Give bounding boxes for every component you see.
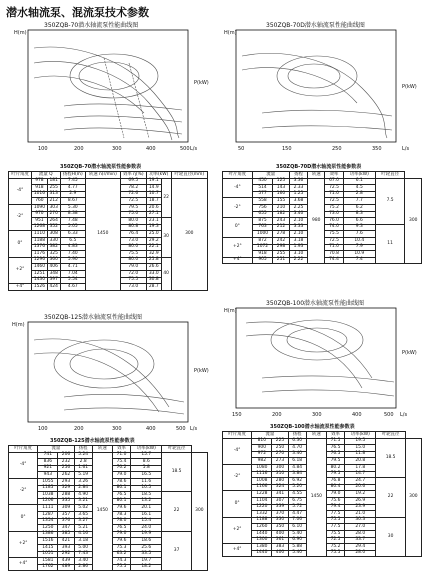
svg-text:400: 400 [352, 412, 362, 418]
svg-text:H(m): H(m) [224, 308, 237, 314]
svg-text:L/s: L/s [402, 146, 410, 152]
r-axis-label: P(kW) [194, 80, 209, 86]
table-row: 1260 350 6.10 77.5 27.0 [223, 524, 422, 531]
chart-plot [222, 18, 426, 158]
performance-chart-4 [222, 298, 426, 418]
table-row: 1762 489 2.86 75.5 18.2 [9, 564, 208, 571]
table-row: -4° 450 125 3.36 980 67.0 6.1 7.5 300 [223, 178, 422, 185]
table-row: -2° 1055 293 3.26 78.6 11.6 [9, 478, 208, 485]
table-row: 836 232 2.8 75.4 8.6 [9, 459, 208, 466]
table-row: -2° 1080 300 4.84 80.2 17.8 [223, 464, 422, 471]
table-row: +2° 1296 360 5.90 80.0 25.8 40 [9, 257, 208, 264]
table-row: -4° 810 225 6.30 1450 71.5 19.5 18.5 300 [223, 438, 422, 445]
table-row: 982 273 6.18 79.5 20.8 [223, 458, 422, 465]
svg-text:150: 150 [282, 146, 292, 152]
table-row: 970 270 8.38 75.0 27.1 [9, 211, 208, 218]
svg-text:H(m): H(m) [224, 30, 237, 36]
table-row: 1268 352 5.05 80.8 19.3 [9, 224, 208, 231]
svg-text:L/s: L/s [190, 426, 198, 432]
table-row: 760 212 8.67 72.5 18.7 [9, 198, 208, 205]
chart-plot [4, 312, 214, 432]
chart-title: 350ZQB-100潜水轴流泵性能曲线图 [266, 300, 365, 307]
svg-text:400: 400 [146, 146, 156, 152]
x-axis-label: L/s [190, 146, 198, 152]
table-row: 0° 1228 341 4.55 79.0 19.2 [223, 491, 422, 498]
table-row: 921 256 1.61 70.2 5.8 [9, 465, 208, 472]
table-row: 1376 382 4.83 80.0 22.1 [9, 244, 208, 251]
table-row: 1016 313 2.9 72.6 10.7 [9, 191, 208, 198]
table-row: +4° 905 251 2.22 74.4 7.4 [223, 257, 422, 264]
table-title: 350ZQB-125潜水轴流泵性能参数表 [50, 438, 135, 444]
table-row: 1430 397 5.54 75.5 30.8 [9, 277, 208, 284]
chart-plot [4, 18, 214, 158]
svg-text:50: 50 [238, 146, 245, 152]
table-row: 1460 406 4.71 79.0 26.6 [9, 264, 208, 271]
table-row: +4° 1526 424 4.67 73.0 28.7 [9, 284, 208, 291]
performance-table-3: 叶片角度 流量 扬程 转速 效率 功率(kW) 叶轮直径 -4° 741 206 5.24 1450 71.0 15.7 18.5 300 836 232 2.8 75.4 8.6 921 256 1.61 70.2 5.8 943 262 5.19 79.0 16.5 -2° 1055 293 3.26 78.6 11.6 1185 329 2.84 80.1 10.5 1038 288 4.90 76.5 18.5 22 1206 335 3.21 80.1 13.2 0° 1111 309 5.02 79.6 20.1 1287 357 3.65 78.3 16.1 1354 376 3.27 78.0 15.4 1250 347 5.21 76.5 24.0 +2° 1386 385 4.16 79.0 19.9 37 1516 421 3.18 79.6 18.6 1415 393 5.00 75.3 25.6 1051 292 7.43 63.2 33.5 +4° 1581 439 3.40 74.3 19.7 1762 489 2.86 75.5 18.2 [8, 445, 208, 571]
chart-plot [222, 298, 426, 418]
table-row: 1250 347 5.21 76.5 24.0 [9, 525, 208, 532]
table-row: 918 255 3.10 70.8 10.9 [223, 251, 422, 258]
performance-chart-1 [4, 18, 214, 158]
table-row: 1051 292 7.43 63.2 33.5 [9, 551, 208, 558]
svg-text:300: 300 [312, 412, 322, 418]
table-row: -2° 558 155 3.68 72.5 7.7 [223, 198, 422, 205]
svg-text:300: 300 [112, 146, 122, 152]
table-row: +2° 1386 385 4.16 79.0 19.9 37 [9, 531, 208, 538]
table-row: 1008 280 6.92 76.8 24.7 22 [223, 478, 422, 485]
table-row: 900 250 4.70 76.5 15.0 [223, 445, 422, 452]
table-row: -2° 1090 303 5.30 79.5 20.6 [9, 204, 208, 211]
table-row: 1332 370 4.47 77.5 21.0 [223, 511, 422, 518]
svg-text:350: 350 [372, 146, 382, 152]
svg-text:P(kW): P(kW) [194, 368, 209, 374]
svg-text:500: 500 [180, 146, 190, 152]
svg-text:300: 300 [112, 426, 122, 432]
table-row: 943 262 5.19 79.0 16.5 [9, 472, 208, 479]
svg-text:100: 100 [38, 146, 48, 152]
table-row: 756 210 2.25 75.2 6.2 [223, 204, 422, 211]
table-row: 1354 376 3.27 78.0 15.4 [9, 518, 208, 525]
table-row: +4° 1380 383 5.88 75.2 29.4 [223, 544, 422, 551]
performance-chart-3 [4, 312, 214, 432]
svg-text:P(kW): P(kW) [402, 84, 417, 90]
table-row: 577 160 1.25 71.0 2.8 [223, 191, 422, 198]
performance-table-4: 叶片角度 流量 扬程 转速 效率 功率(kW) 叶轮直径 -4° 810 225 6.30 1450 71.5 19.5 18.5 300 900 250 4.70 76.5 15.0 972 270 3.40 76.5 11.8 982 273 6.18 79.5 20.8 -2° 1080 300 4.84 80.2 17.8 1116 310 3.84 79.5 14.7 1008 280 6.92 76.8 24.7 22 1166 324 5.20 80.4 20.6 0° 1228 341 4.55 79.0 19.2 1104 307 6.75 75.6 26.9 1220 339 5.72 79.4 23.9 1332 370 4.47 77.5 21.0 +2° 1188 330 7.06 75.5 30.3 30 1260 350 6.10 77.5 27.0 1440 400 5.40 75.5 28.0 1300 361 6.90 72.5 33.7 +4° 1380 383 5.88 75.2 29.4 1440 400 5.40 75.5 28.0 [222, 431, 422, 557]
table-row: 0° 875 243 2.10 76.0 6.6 [223, 218, 422, 225]
table-title: 350ZQB-70D潜水轴流泵性能参数表 [276, 164, 362, 170]
svg-text:500: 500 [176, 426, 186, 432]
table-row: 1188 330 6.5 73.0 29.2 [9, 237, 208, 244]
table-row: 1185 329 2.84 80.1 10.5 [9, 485, 208, 492]
table-row: 514 143 2.33 72.5 4.5 [223, 185, 422, 192]
table-row: 1287 357 3.65 78.3 16.1 [9, 511, 208, 518]
table-title: 350ZQB-100潜水轴流泵性能参数表 [270, 424, 355, 430]
table-row: +4° 1581 439 3.40 74.3 19.7 [9, 558, 208, 565]
performance-table-1: 叶片角度 流量 Q 扬程H(m) 转速 n(r/min) 效率 η(%) 功率(kW) 叶轮直径(mm) -4° 978 181 7.45 1450 69.5 19.1 22 300 918 255 4.77 78.2 14.9 1016 313 2.9 72.6 10.7 760 212 8.67 72.5 18.7 -2° 1090 303 5.30 79.5 20.6 970 270 8.38 75.0 27.1 951 264 7.48 80.0 23.1 30 1268 352 5.05 80.8 19.3 0° 1110 308 6.33 76.4 25.0 1188 330 6.5 73.0 29.2 1376 382 4.83 80.0 22.1 1176 325 7.40 75.5 32.9 +2° 1296 360 5.90 80.0 25.8 40 1460 406 4.71 79.0 26.6 1251 348 7.04 72.0 33.0 1430 397 5.54 75.5 30.8 +4° 1526 424 4.67 73.0 28.7 [8, 171, 208, 291]
table-row: 972 270 3.40 76.5 11.8 [223, 451, 422, 458]
svg-text:500: 500 [384, 412, 394, 418]
table-row: -4° 741 206 5.24 1450 71.0 15.7 18.5 300 [9, 452, 208, 459]
chart-title: 350ZQB-70D潜水轴流泵性能曲线图 [266, 22, 365, 29]
table-row: 1220 339 5.72 79.4 23.9 [223, 504, 422, 511]
chart-title: 350ZQB-70潜水轴流泵性能曲线图 [44, 22, 139, 29]
svg-text:200: 200 [272, 412, 282, 418]
table-row: 1000 278 2.10 75.5 7.6 [223, 231, 422, 238]
table-row: 918 255 4.77 78.2 14.9 [9, 185, 208, 192]
svg-text:400: 400 [146, 426, 156, 432]
table-row: 0° 1111 309 5.02 79.6 20.1 [9, 505, 208, 512]
table-row: 1440 400 5.40 75.5 28.0 [223, 550, 422, 557]
table-title: 350ZQB-70潜水轴流泵性能参数表 [60, 164, 142, 170]
table-row: -4° 978 181 7.45 1450 69.5 19.1 22 300 [9, 178, 208, 185]
svg-text:H(m): H(m) [12, 322, 25, 328]
table-row: 1251 348 7.04 72.0 33.0 [9, 270, 208, 277]
table-row: 0° 1110 308 6.33 76.4 25.0 [9, 231, 208, 238]
table-row: 1300 361 6.90 72.5 33.7 [223, 537, 422, 544]
table-row: 1116 310 3.84 79.5 14.7 [223, 471, 422, 478]
table-row: 951 264 7.48 80.0 23.1 30 [9, 218, 208, 225]
svg-text:L/s: L/s [400, 412, 408, 418]
page-title: 潜水轴流泵、混流泵技术参数 [6, 6, 149, 19]
table-row: 1176 325 7.40 75.5 32.9 [9, 251, 208, 258]
svg-text:200: 200 [74, 426, 84, 432]
table-row: 763 212 3.33 74.0 9.3 11 [223, 224, 422, 231]
svg-text:150: 150 [232, 412, 242, 418]
table-row: 1516 421 3.18 79.6 18.6 [9, 538, 208, 545]
svg-text:200: 200 [74, 146, 84, 152]
svg-text:250: 250 [332, 146, 342, 152]
svg-text:100: 100 [38, 426, 48, 432]
performance-chart-2 [222, 18, 426, 158]
table-row: +2° 1188 330 7.06 75.5 30.3 30 [223, 517, 422, 524]
table-row: +2° 872 242 3.18 72.5 10.4 [223, 237, 422, 244]
table-row: 655 182 3.40 73.0 8.3 [223, 211, 422, 218]
table-row: 1104 307 6.75 75.6 26.9 [223, 497, 422, 504]
table-row: 1206 335 3.21 80.1 13.2 [9, 498, 208, 505]
table-row: 1072 298 1.93 71.0 7.9 [223, 244, 422, 251]
table-row: 1166 324 5.20 80.4 20.6 [223, 484, 422, 491]
table-row: 1440 400 5.40 75.5 28.0 [223, 530, 422, 537]
performance-table-2: 叶片角度 流量 扬程 转速 效率 功率(kW) 叶轮直径 -4° 450 125 3.36 980 67.0 6.1 7.5 300 514 143 2.33 72.5 4.5 577 160 1.25 71.0 2.8 -2° 558 155 3.68 72.5 7.7 756 210 2.25 75.2 6.2 655 182 3.40 73.0 8.3 0° 875 243 2.10 76.0 6.6 763 212 3.33 74.0 9.3 11 1000 278 2.10 75.5 7.6 +2° 872 242 3.18 72.5 10.4 1072 298 1.93 71.0 7.9 918 255 3.10 70.8 10.9 +4° 905 251 2.22 74.4 7.4 [222, 171, 422, 264]
table-row: 1038 288 4.90 76.5 18.5 22 [9, 492, 208, 499]
table-row: 1415 393 5.00 75.3 25.6 [9, 544, 208, 551]
chart-title: 350ZQB-125潜水轴流泵性能曲线图 [44, 314, 143, 321]
svg-text:P(kW): P(kW) [402, 350, 417, 356]
y-axis-label: H(m) [14, 30, 27, 36]
